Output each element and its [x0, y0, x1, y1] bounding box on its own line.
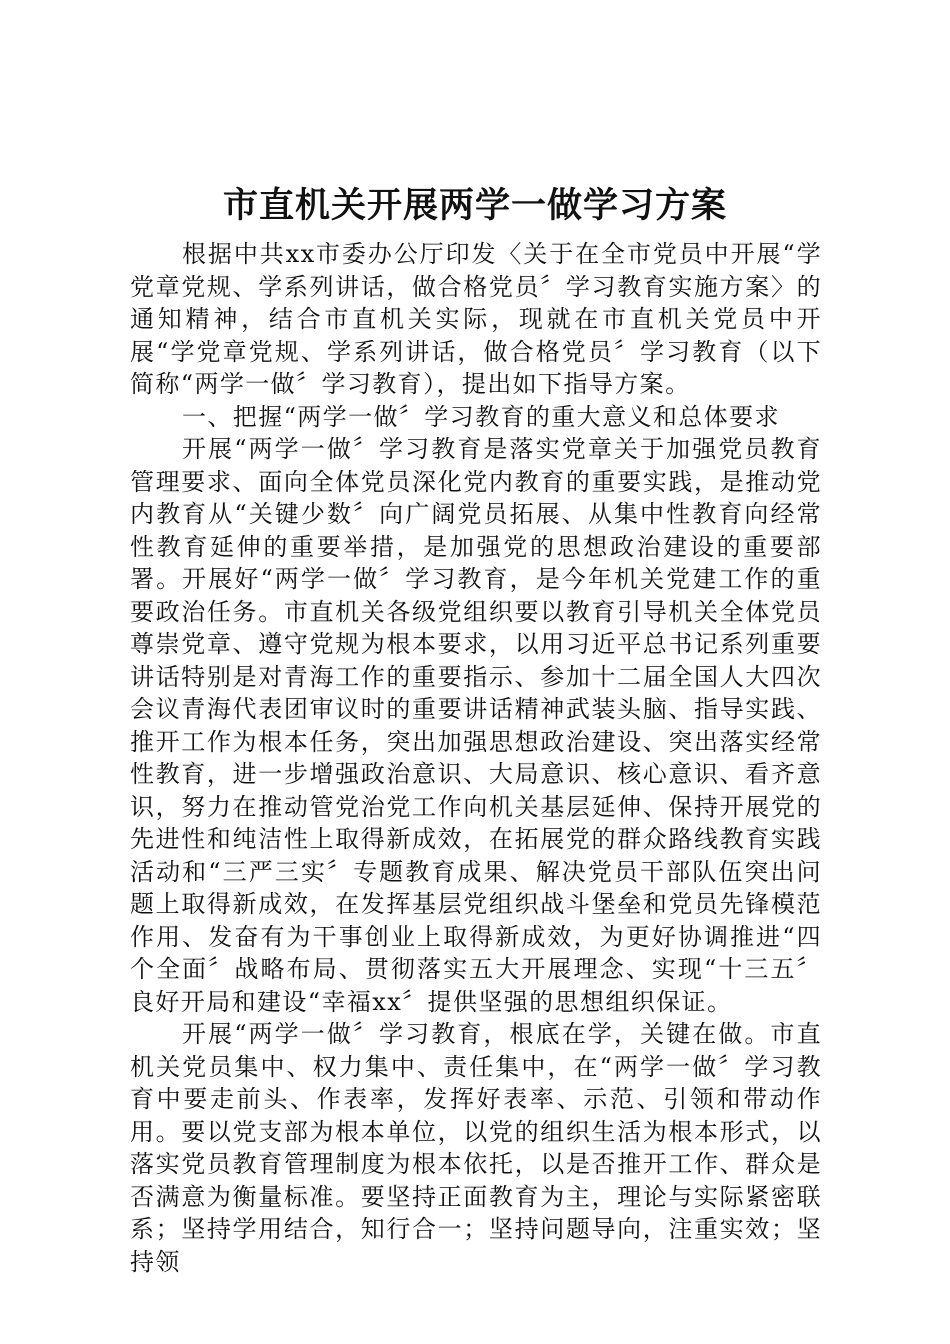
document-title: 市直机关开展两学一做学习方案: [222, 185, 727, 226]
document-body: [130, 238, 822, 1278]
paragraph-requirements: 开展“两学一做〞学习教育，根底在学，关键在做。市直机关党员集中、权力集中、责任集中，在“两学一做〞学习教育中要走前头、作表率，发挥好表率、示范、引领和带动作用。要以党支部为根本单位，以党的组织生活为根本形式，以落实党员教育管理制度为根本依托，以是否推开工作、群众是否满意为衡量标准。要坚持正面教育为主，理论与实际紧密联系；坚持学用结合，知行合一；坚持问题导向，注重实效；坚持领: [130, 1020, 822, 1276]
section-heading-1: 一、把握“两学一做〞学习教育的重大意义和总体要求: [182, 402, 780, 431]
paragraph-significance: 开展“两学一做〞学习教育是落实党章关于加强党员教育管理要求、面向全体党员深化党内教育的重要实践，是推动党内教育从“关键少数〞向广阔党员拓展、从集中性教育向经常性教育延伸的重要举措，是加强党的思想政治建设的重要部署。开展好“两学一做〞学习教育，是今年机关党建工作的重要政治任务。市直机关各级党组织要以教育引导机关全体党员尊崇党章、遵守党规为根本要求，以用习近平总书记系列重要讲话特别是对青海工作的重要指示、参加十二届全国人大四次会议青海代表团审议时的重要讲话精神武装头脑、指导实践、推开工作为根本任务，突出加强思想政治建设、突出落实经常性教育，进一步增强政治意识、大局意识、核心意识、看齐意识，努力在推动管党治党工作向机关基层延伸、保持开展党的先进性和纯洁性上取得新成效，在拓展党的群众路线教育实践活动和“三严三实〞专题教育成果、解决党员干部队伍突出问题上取得新成效，在发挥基层党组织战斗堡垒和党员先锋模范作用、发奋有为干事创业上取得新成效，为更好协调推进“四个全面〞战略布局、贯彻落实五大开展理念、实现“十三五〞良好开局和建设“幸福xx〞提供坚强的思想组织保证。: [130, 435, 822, 1016]
paragraph-intro: 根据中共xx市委办公厅印发〈关于在全市党员中开展“学党章党规、学系列讲话，做合格党员〞学习教育实施方案〉的通知精神，结合市直机关实际，现就在市直机关党员中开展“学党章党规、学系列讲话，做合格党员〞学习教育（以下简称“两学一做〞学习教育），提出如下指导方案。: [130, 240, 822, 398]
